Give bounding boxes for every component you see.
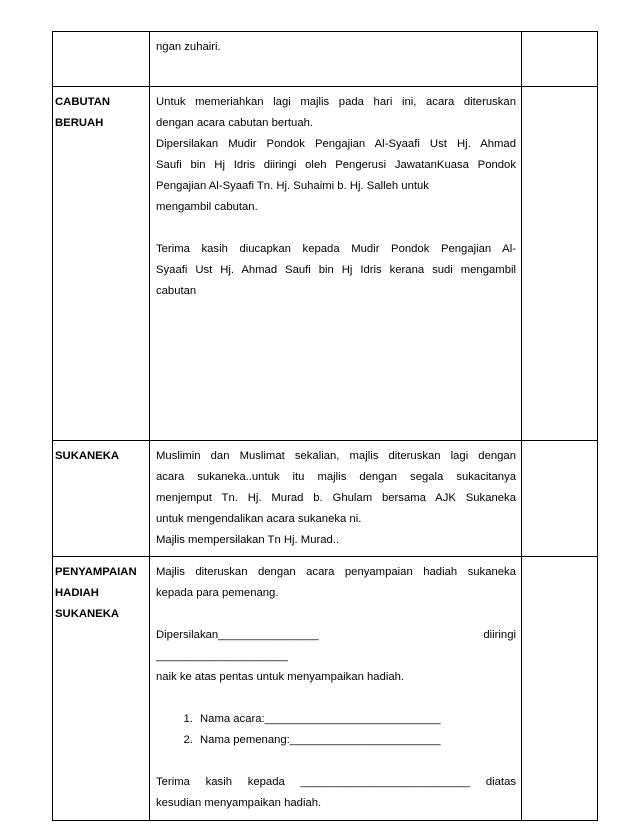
content-line: Majlis mempersilakan Tn Hj. Murad..: [156, 534, 340, 546]
content-line: Saufi bin Hj Idris diiringi oleh Pengerusi JawatanKuasa Pondok: [156, 159, 516, 171]
table-row: [53, 441, 598, 557]
content-line: Dipersilakan Mudir Pondok Pengajian Al-Syaafi Ust Hj. Ahmad: [156, 138, 516, 150]
table-row: [53, 32, 598, 87]
content-line: acara sukaneka..untuk itu majlis dengan segala sukacitanya: [156, 471, 516, 483]
event-label: CABUTAN: [55, 96, 111, 108]
event-label: SUKANEKA: [55, 450, 120, 462]
content-line: kesudian menyampaikan hadiah.: [156, 797, 322, 809]
content-line: kepada para pemenang.: [156, 587, 279, 599]
spacer: [156, 218, 516, 239]
event-content-cell: [150, 87, 522, 441]
spacer: [156, 751, 516, 772]
content-line: untuk mengendalikan acara sukaneka ni.: [156, 513, 362, 525]
content-line: ngan zuhairi.: [156, 41, 221, 53]
event-label-cell: [53, 441, 150, 557]
content-line: cabutan: [156, 285, 197, 297]
content-line: mengambil cabutan.: [156, 201, 258, 213]
invite-accompanied: diiringi: [483, 629, 516, 641]
list-item: 2. Nama pemenang:________________________: [196, 730, 516, 751]
content-line: dengan acara cabutan bertuah.: [156, 117, 314, 129]
event-label: BERUAH: [55, 117, 104, 129]
spacer: [156, 604, 516, 625]
notes-cell: [522, 32, 598, 87]
content-line: menjemput Tn. Hj. Murad b. Ghulam bersama AJK Sukaneka: [156, 492, 516, 504]
event-content-cell: [150, 441, 522, 557]
event-content-cell: [150, 557, 522, 821]
spacer: [156, 688, 516, 709]
content-line: _____________________: [156, 650, 288, 662]
event-label-cell: [53, 557, 150, 821]
invite-blank: Dipersilakan________________: [156, 629, 319, 641]
event-label: HADIAH: [55, 587, 99, 599]
notes-cell: [522, 441, 598, 557]
content-line: Pengajian Al-Syaafi Tn. Hj. Suhaimi b. Hj. Salleh untuk: [156, 180, 429, 192]
content-line: Untuk memeriahkan lagi majlis pada hari ini, acara diteruskan: [156, 96, 516, 108]
prize-list: [156, 709, 516, 751]
content-line: Majlis diteruskan dengan acara penyampaian hadiah sukaneka: [156, 566, 516, 578]
event-content-cell: [150, 32, 522, 87]
content-line: Muslimin dan Muslimat sekalian, majlis diteruskan lagi dengan: [156, 450, 516, 462]
content-line: Terima kasih diucapkan kepada Mudir Pondok Pengajian Al-: [156, 243, 516, 255]
invite-line: [156, 625, 516, 646]
notes-cell: [522, 87, 598, 441]
content-line: Syaafi Ust Hj. Ahmad Saufi bin Hj Idris kerana sudi mengambil: [156, 264, 516, 276]
table-row: [53, 557, 598, 821]
program-table: [52, 31, 598, 821]
content-line: Terima kasih kepada ___________________________ diatas: [156, 776, 516, 788]
content-line: naik ke atas pentas untuk menyampaikan hadiah.: [156, 671, 405, 683]
notes-cell: [522, 557, 598, 821]
event-label-cell: [53, 87, 150, 441]
table-row: [53, 87, 598, 441]
event-label: SUKANEKA: [55, 608, 120, 620]
list-item: 1. Nama acara:____________________________: [196, 709, 516, 730]
event-label: PENYAMPAIAN: [55, 566, 137, 578]
event-label-cell: [53, 32, 150, 87]
